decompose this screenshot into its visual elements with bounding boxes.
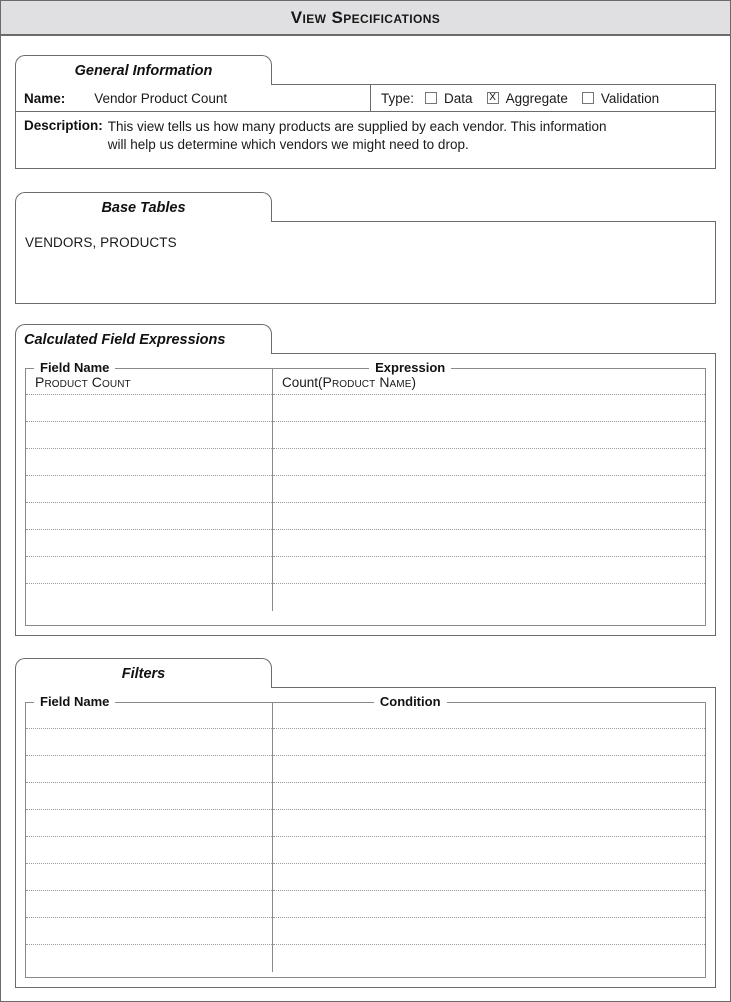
base-tables-body[interactable]: [16, 222, 715, 303]
calculated-fields-grid-wrap: [16, 354, 715, 635]
description-value[interactable]: [108, 117, 707, 160]
filters-grid: [26, 702, 705, 972]
filters-panel: [15, 687, 716, 988]
calculated-fields-panel: [15, 353, 716, 636]
filters-col-field-name: Field Name: [34, 694, 115, 710]
filters-column-field-name: [26, 702, 273, 972]
table-row[interactable]: [273, 476, 705, 503]
table-row[interactable]: [26, 945, 272, 972]
section-base-tables: [15, 192, 716, 304]
calculated-fields-fieldset: [25, 360, 706, 626]
cell-expression-arg: Product Name: [322, 374, 412, 390]
name-value[interactable]: Vendor Product Count: [94, 90, 228, 106]
table-row[interactable]: [273, 945, 705, 972]
tab-calculated-field-expressions: [15, 324, 272, 354]
tab-base-tables: [15, 192, 272, 222]
table-row[interactable]: [26, 756, 272, 783]
table-row[interactable]: [26, 368, 272, 395]
cell-field-name: Product Count: [35, 374, 131, 390]
table-row[interactable]: [26, 557, 272, 584]
type-option-data[interactable]: [425, 91, 473, 106]
table-row[interactable]: [26, 810, 272, 837]
table-row[interactable]: [26, 422, 272, 449]
calculated-fields-column-expression: [273, 368, 705, 611]
table-row[interactable]: [273, 864, 705, 891]
checkbox-validation-label: Validation: [600, 90, 660, 106]
filters-fieldset: [25, 694, 706, 978]
description-line-1: This view tells us how many products are supplied by each vendor. This information: [107, 119, 607, 134]
table-row[interactable]: [26, 891, 272, 918]
table-row[interactable]: [26, 918, 272, 945]
table-row[interactable]: [273, 729, 705, 756]
type-option-validation[interactable]: [582, 91, 659, 106]
tab-base-tables-label: Base Tables: [101, 199, 186, 216]
filters-column-condition: [273, 702, 705, 972]
tab-filters-label: Filters: [121, 665, 166, 682]
cell-expression-close: ): [411, 375, 417, 390]
table-row[interactable]: [273, 918, 705, 945]
table-row[interactable]: [26, 449, 272, 476]
table-row[interactable]: [26, 783, 272, 810]
table-row[interactable]: [26, 584, 272, 611]
cell-expression-fn: Count(: [282, 375, 323, 390]
table-row[interactable]: [26, 864, 272, 891]
calculated-fields-grid: [26, 368, 705, 611]
table-row[interactable]: [273, 702, 705, 729]
filters-grid-wrap: [16, 688, 715, 987]
checkbox-data-label: Data: [444, 90, 473, 106]
checkbox-aggregate-label: Aggregate: [505, 90, 568, 106]
table-row[interactable]: [273, 891, 705, 918]
type-option-aggregate[interactable]: [487, 91, 568, 106]
general-description-row: [16, 112, 715, 168]
section-filters: [15, 658, 716, 988]
page-header: [1, 1, 730, 36]
type-cell: [370, 85, 715, 111]
table-row[interactable]: [273, 368, 705, 395]
table-row[interactable]: [273, 422, 705, 449]
table-row[interactable]: [26, 476, 272, 503]
calculated-fields-col-field-name: Field Name: [34, 360, 115, 376]
name-cell: [16, 85, 370, 111]
checkbox-data[interactable]: [425, 92, 437, 104]
table-row[interactable]: [273, 449, 705, 476]
base-tables-panel: [15, 221, 716, 304]
table-row[interactable]: [26, 729, 272, 756]
table-row[interactable]: [273, 837, 705, 864]
name-label: Name:: [24, 90, 66, 106]
table-row[interactable]: [26, 837, 272, 864]
section-calculated-field-expressions: [15, 324, 716, 636]
tab-general-information-label: General Information: [74, 62, 213, 79]
checkbox-aggregate[interactable]: X: [487, 92, 499, 104]
table-row[interactable]: [273, 783, 705, 810]
page-title: View Specifications: [290, 7, 441, 27]
calculated-fields-column-field-name: [26, 368, 273, 611]
description-line-2: will help us determine which vendors we might need to drop.: [107, 137, 469, 152]
calculated-fields-col-expression: Expression: [369, 360, 451, 376]
table-row[interactable]: [26, 702, 272, 729]
type-label: Type:: [381, 90, 415, 106]
table-row[interactable]: [273, 395, 705, 422]
section-general-information: [15, 55, 716, 169]
table-row[interactable]: [273, 810, 705, 837]
tab-calculated-field-expressions-label: Calculated Field Expressions: [24, 331, 226, 348]
general-information-panel: [15, 84, 716, 169]
table-row[interactable]: [273, 584, 705, 611]
checkbox-validation[interactable]: [582, 92, 594, 104]
base-tables-value: VENDORS, PRODUCTS: [25, 235, 177, 250]
general-name-row: [16, 85, 715, 112]
description-label: Description:: [24, 118, 103, 133]
tab-filters: [15, 658, 272, 688]
table-row[interactable]: [26, 530, 272, 557]
table-row[interactable]: [273, 557, 705, 584]
table-row[interactable]: [273, 756, 705, 783]
table-row[interactable]: [273, 503, 705, 530]
table-row[interactable]: [26, 503, 272, 530]
filters-col-condition: Condition: [374, 694, 447, 710]
tab-general-information: [15, 55, 272, 85]
table-row[interactable]: [26, 395, 272, 422]
table-row[interactable]: [273, 530, 705, 557]
